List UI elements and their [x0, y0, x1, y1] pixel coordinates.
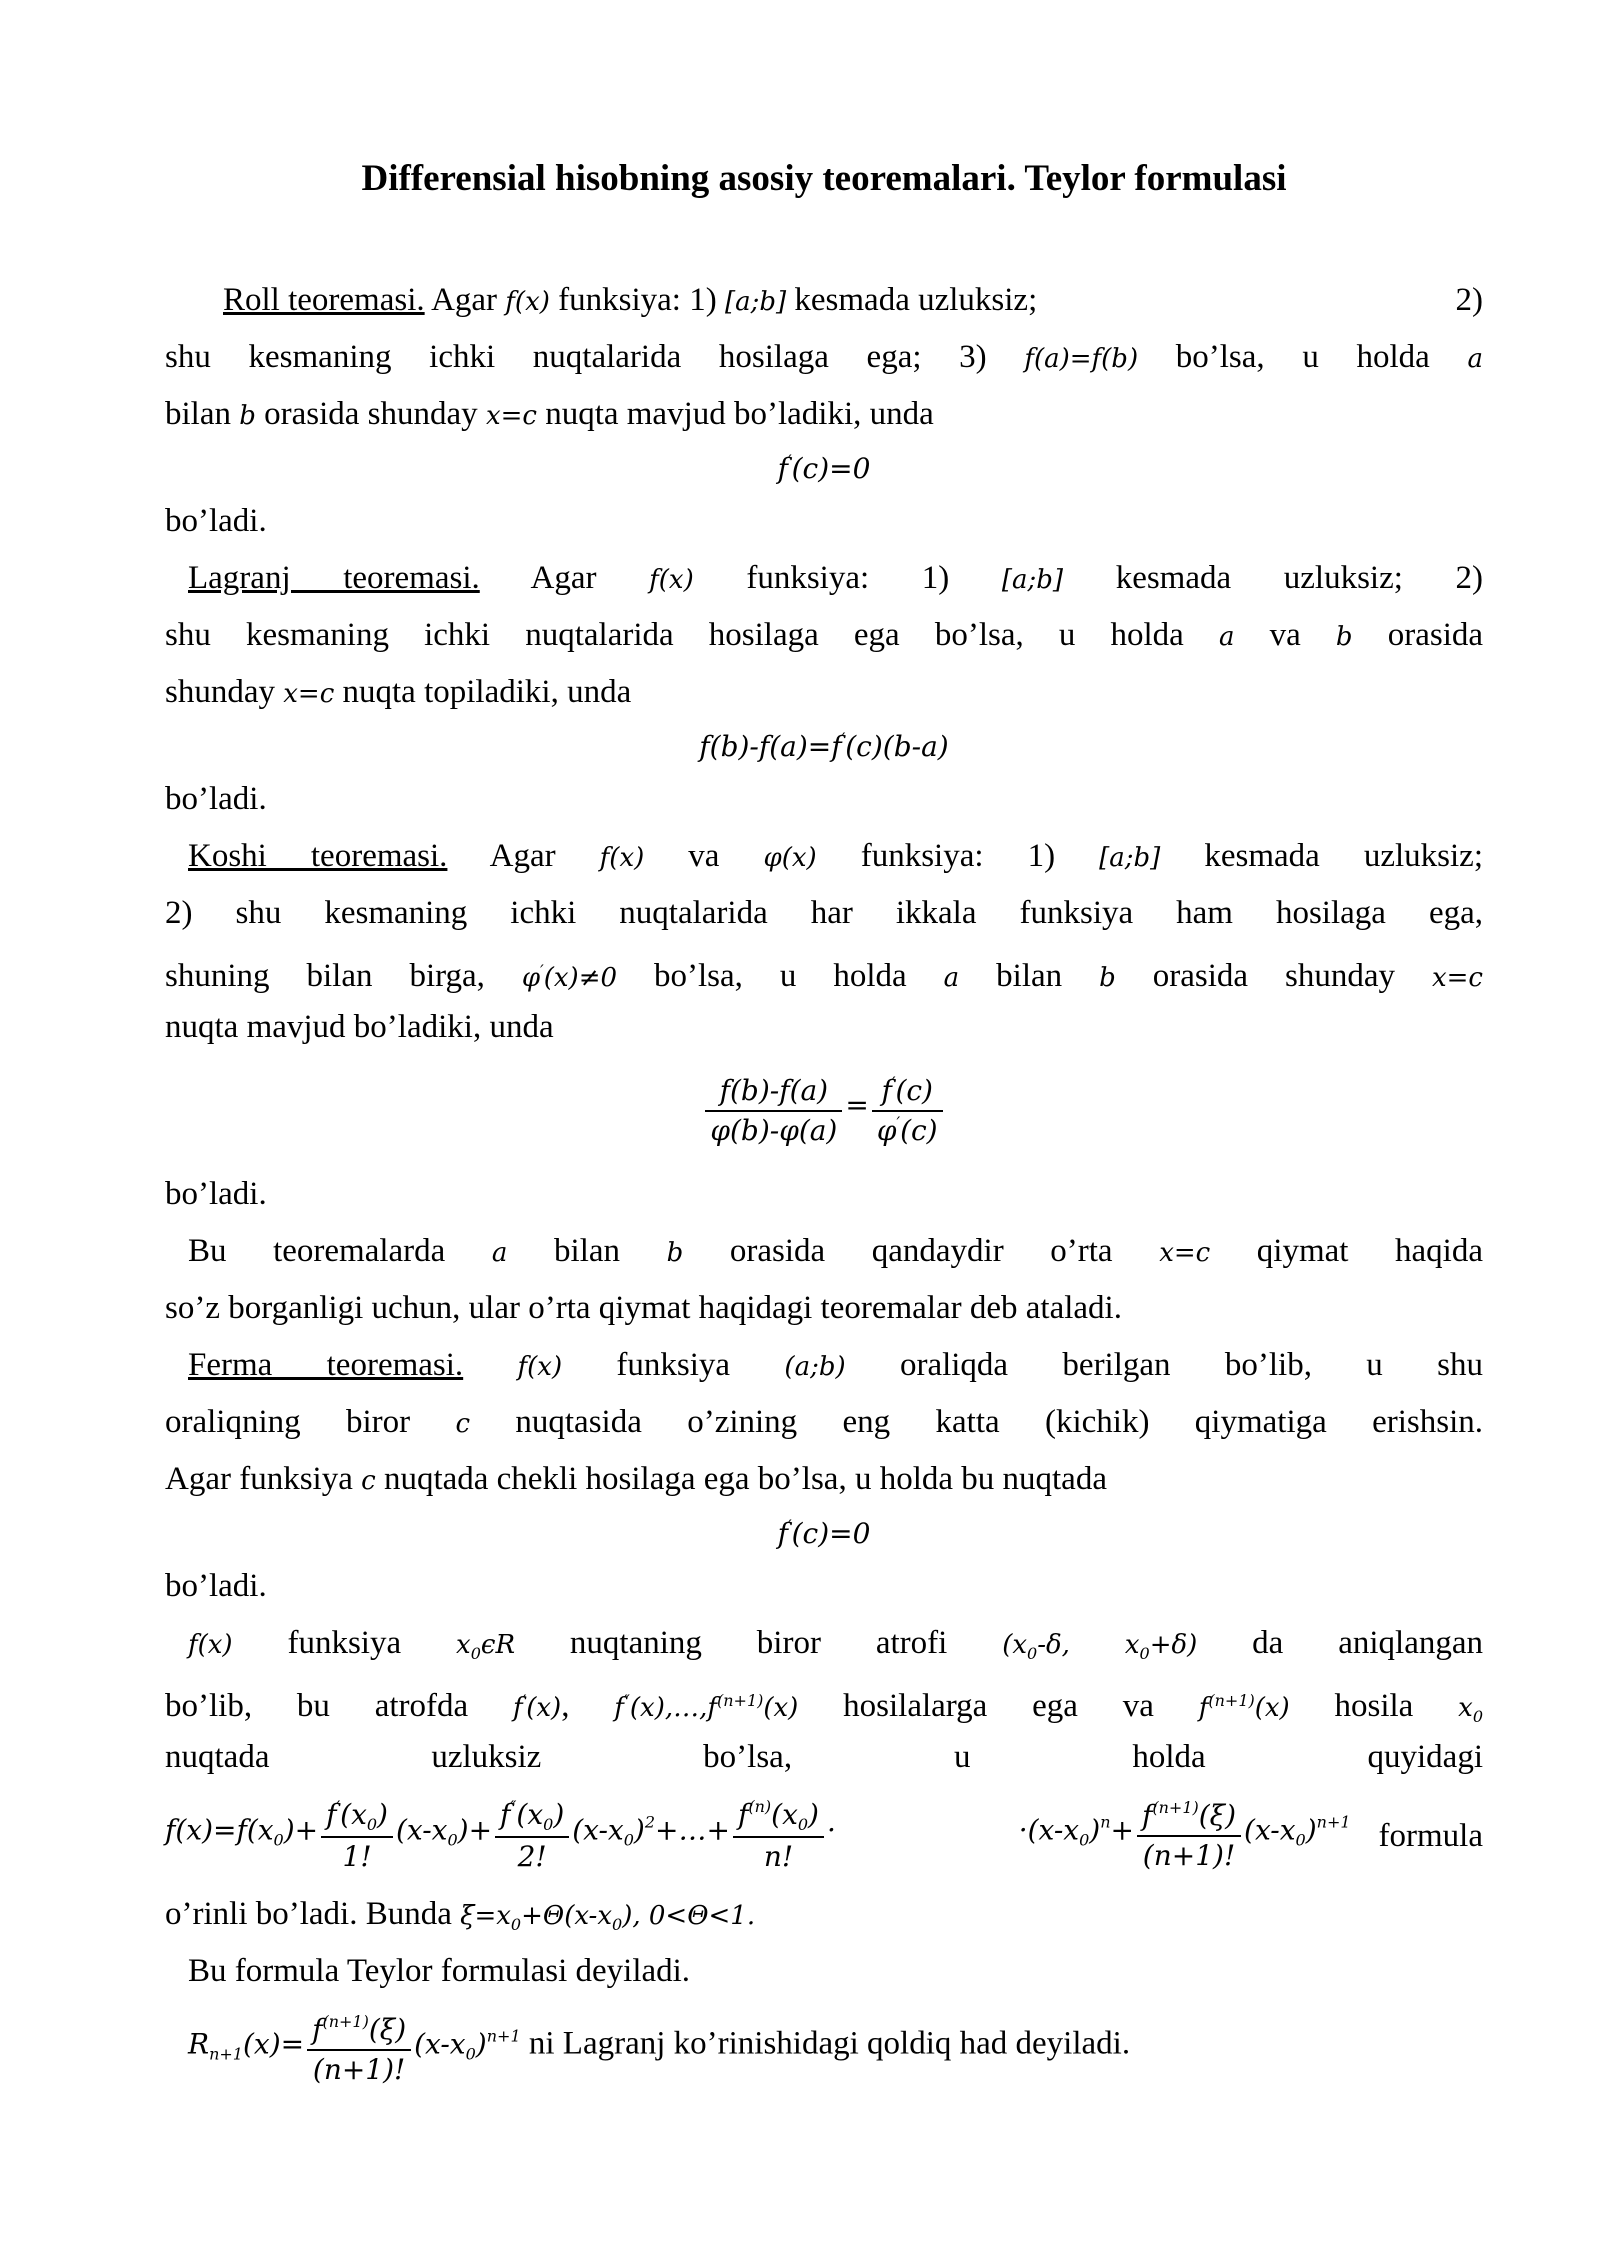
- math-segment: +: [1110, 1813, 1134, 1847]
- text-segment: kesmada uzluksiz;: [1160, 838, 1483, 874]
- text-line: [165, 828, 1483, 885]
- text-segment: bo’lib, bu atrofda: [165, 1688, 513, 1724]
- text-segment: ,: [561, 1688, 615, 1724]
- subscript: 0: [612, 1915, 623, 1934]
- document-body: [165, 272, 1483, 2100]
- document-title: Differensial hisobning asosiy teoremalari. Teylor formulasi: [361, 158, 1287, 199]
- superscript: (n+1): [1152, 1798, 1199, 1818]
- math-segment: f(x): [599, 843, 645, 873]
- math-segment: (x: [1002, 1630, 1028, 1660]
- math-segment: -δ, x: [1037, 1630, 1140, 1660]
- math-segment: )+: [457, 1813, 493, 1847]
- text-line: [165, 1558, 1483, 1615]
- text-segment: o’rinli bo’ladi. Bunda: [165, 1896, 461, 1932]
- math-segment: c: [361, 1466, 376, 1496]
- text-segment: kesmada uzluksiz; 2): [1063, 560, 1483, 596]
- text-line: [165, 1729, 1483, 1786]
- math-segment: 2!: [517, 1839, 547, 1873]
- superscript: ′: [896, 1113, 901, 1132]
- math-segment: (x)=: [242, 2027, 305, 2061]
- text-segment: Agar funksiya: [165, 1461, 362, 1497]
- math-segment: f: [777, 1517, 788, 1550]
- text-line: [165, 1280, 1483, 1337]
- text-line: [165, 550, 1483, 607]
- superscript: n+1: [1316, 1812, 1351, 1832]
- fraction: [1137, 1797, 1241, 1875]
- fraction: [705, 1072, 842, 1150]
- text-segment: Agar: [479, 560, 650, 596]
- text-segment: Agar: [424, 282, 506, 318]
- text-segment: nuqtaning biror atrofi: [515, 1625, 1003, 1661]
- text-segment: orasida qandaydir o’rta: [683, 1233, 1160, 1269]
- underlined-heading: Koshi teoremasi.: [188, 838, 448, 874]
- fraction-numerator: [1137, 1797, 1241, 1837]
- fraction: [733, 1796, 824, 1875]
- text-segment: Bu teoremalarda: [188, 1233, 492, 1269]
- text-segment: shu kesmaning ichki nuqtalarida hosilaga ega bo’lsa, u holda: [165, 617, 1219, 653]
- fraction-denominator: [321, 1838, 393, 1876]
- fraction-numerator: [495, 1796, 569, 1838]
- math-segment: b: [1335, 622, 1353, 652]
- math-segment: (ξ): [1198, 1799, 1237, 1833]
- math-segment: (c)=0: [791, 452, 871, 485]
- math-segment: x: [456, 1630, 471, 1660]
- formula-line: [165, 1056, 1483, 1166]
- text-segment: funksiya: 1): [549, 282, 725, 318]
- text-segment: kesmada uzluksiz;: [786, 282, 1038, 318]
- text-segment: 2) shu kesmaning ichki nuqtalarida har ikkala funksiya ham hosilaga ega,: [165, 895, 1483, 931]
- math-segment: (x-x: [395, 1813, 448, 1847]
- superscript: (n+1): [1208, 1691, 1255, 1710]
- math-segment: (x): [763, 1693, 799, 1723]
- text-segment: ni Lagranj ko’rinishidagi qoldiq had deyiladi.: [520, 2025, 1131, 2062]
- superscript: ″: [623, 1691, 630, 1710]
- math-segment: f: [614, 1693, 624, 1723]
- text-segment: oraliqning biror: [165, 1404, 456, 1440]
- superscript: ′: [891, 1073, 896, 1093]
- text-line: [165, 493, 1483, 550]
- math-segment: (x: [340, 1798, 367, 1832]
- math-segment: =: [845, 1088, 869, 1122]
- text-line: [165, 1672, 1483, 1729]
- formula-chunk: [165, 1796, 836, 1875]
- math-segment: ·(x-x: [1018, 1813, 1080, 1847]
- superscript: ′: [787, 451, 792, 470]
- subscript: 0: [797, 1815, 809, 1835]
- formula-line: [165, 1786, 1483, 1886]
- text-segment: da aniqlangan: [1197, 1625, 1483, 1661]
- text-line: [165, 664, 1483, 721]
- math-segment: f: [500, 1798, 511, 1832]
- text-line: [165, 329, 1483, 386]
- superscript: ′: [522, 1691, 527, 1710]
- text-segment: bo’lsa, u holda: [1138, 339, 1468, 375]
- fraction-numerator: [705, 1072, 842, 1112]
- text-segment: orasida shunday: [1115, 958, 1432, 994]
- math-segment: (c): [895, 1074, 933, 1108]
- formula-chunk: [188, 2011, 1130, 2089]
- text-segment: funksiya: [562, 1347, 785, 1383]
- math-segment: [a;b]: [724, 287, 787, 317]
- math-segment: (x),…,f: [629, 1693, 717, 1723]
- text-segment: bo’lsa, u holda: [617, 958, 944, 994]
- math-segment: ): [1089, 1813, 1101, 1847]
- subscript: n+1: [209, 2044, 243, 2064]
- text-line: [165, 272, 1483, 329]
- math-segment: f(b)-f(a)=f: [699, 730, 842, 763]
- subscript: 0: [1295, 1830, 1306, 1850]
- fraction-denominator: [307, 2051, 411, 2089]
- text-line: [165, 999, 1483, 1056]
- text-segment: nuqta mavjud bo’ladiki, unda: [536, 396, 934, 432]
- text-segment: nuqta topiladiki, unda: [334, 674, 632, 710]
- math-segment: a: [1218, 622, 1235, 652]
- math-segment: φ: [521, 963, 541, 993]
- fraction-denominator: [872, 1112, 943, 1150]
- math-segment: +…+: [655, 1813, 730, 1847]
- formula-chunk: [778, 1516, 871, 1550]
- text-segment: funksiya: [232, 1625, 457, 1661]
- math-segment: b: [1099, 963, 1116, 993]
- text-segment: so’z borganligi uchun, ular o’rta qiymat haqidagi teoremalar deb ataladi.: [165, 1290, 1122, 1326]
- subscript: 0: [447, 1830, 458, 1850]
- math-segment: (x)≠0: [543, 963, 618, 993]
- fraction-numerator: [872, 1072, 943, 1112]
- subscript: 0: [1079, 1830, 1090, 1850]
- formula-chunk: [1019, 1797, 1351, 1875]
- text-segment: funksiya: 1): [693, 560, 1002, 596]
- math-segment: [a;b]: [1001, 565, 1064, 595]
- superscript: ′: [787, 1516, 792, 1535]
- fraction: [321, 1796, 393, 1875]
- math-segment: x=c: [1431, 963, 1483, 993]
- math-segment: f(x): [188, 1630, 233, 1660]
- math-segment: (x-x: [414, 2027, 466, 2061]
- subscript: 0: [1472, 1707, 1484, 1726]
- math-segment: +δ): [1149, 1630, 1198, 1660]
- math-segment: a: [1467, 344, 1483, 374]
- fraction-numerator: [321, 1796, 393, 1838]
- math-segment: (ξ): [368, 2013, 407, 2047]
- formula-line: [165, 443, 1483, 493]
- superscript: n: [1100, 1812, 1111, 1832]
- superscript: ′: [540, 961, 544, 980]
- math-segment: (a;b): [784, 1352, 846, 1382]
- math-segment: 1!: [342, 1839, 372, 1873]
- subscript: 0: [510, 1915, 522, 1934]
- math-segment: x=c: [283, 679, 335, 709]
- formula-chunk: [702, 1072, 945, 1150]
- subscript: 0: [1027, 1644, 1038, 1663]
- subscript: 0: [273, 1830, 284, 1850]
- math-segment: (x): [1254, 1693, 1290, 1723]
- math-segment: f: [777, 452, 788, 485]
- formula-chunk: [699, 729, 948, 763]
- math-segment: n!: [763, 1839, 794, 1873]
- superscript: n+1: [486, 2026, 521, 2046]
- fraction: [872, 1072, 943, 1150]
- text-line: [165, 1886, 1483, 1943]
- text-segment: funksiya: 1): [816, 838, 1100, 874]
- math-segment: (x: [771, 1798, 798, 1832]
- math-segment: )+: [283, 1813, 319, 1847]
- fraction-numerator: [307, 2011, 411, 2051]
- text-segment: shuning bilan birga,: [165, 958, 522, 994]
- superscript: ′: [841, 729, 846, 748]
- text-segment: [463, 1347, 517, 1383]
- math-segment: (x-x: [1244, 1813, 1296, 1847]
- math-segment: f: [512, 1693, 523, 1723]
- math-segment: φ(b)-φ(a): [710, 1114, 838, 1147]
- math-segment: φ(x): [763, 843, 817, 873]
- text-segment: hosila: [1289, 1688, 1459, 1724]
- math-segment: (c)=0: [791, 1517, 871, 1550]
- text-segment: shu kesmaning ichki nuqtalarida hosilaga ega; 3): [165, 339, 1025, 375]
- fraction-numerator: [733, 1796, 824, 1838]
- subscript: 0: [366, 1815, 378, 1835]
- text-segment: va: [1234, 617, 1336, 653]
- text-line: [165, 1615, 1483, 1672]
- text-segment: hosilalarga ega va: [798, 1688, 1199, 1724]
- text-segment: bo’ladi.: [165, 1176, 267, 1212]
- superscript: (n+1): [717, 1691, 764, 1710]
- math-segment: f: [326, 1798, 337, 1832]
- text-line: [165, 885, 1483, 942]
- text-segment: formula: [1378, 1817, 1483, 1854]
- text-segment: orasida: [1352, 617, 1484, 653]
- math-segment: ): [377, 1798, 388, 1832]
- math-segment: (n+1)!: [312, 2053, 406, 2086]
- text-line: [165, 771, 1483, 828]
- math-segment: f: [1142, 1799, 1153, 1833]
- formula-line: [165, 2000, 1483, 2100]
- math-segment: (c): [900, 1114, 938, 1147]
- math-segment: f: [1198, 1693, 1209, 1723]
- subscript: 0: [470, 1644, 481, 1663]
- text-line: [165, 1223, 1483, 1280]
- text-line: [165, 1943, 1483, 2000]
- underlined-heading: Roll teoremasi.: [223, 282, 425, 318]
- text-line: [165, 942, 1483, 999]
- math-segment: (x-x: [572, 1813, 624, 1847]
- fraction: [307, 2011, 411, 2089]
- math-segment: φ: [876, 1114, 897, 1147]
- superscript: ′: [336, 1797, 341, 1817]
- text-segment: qiymat haqida: [1210, 1233, 1484, 1269]
- subscript: 0: [623, 1830, 634, 1850]
- math-segment: ): [808, 1798, 819, 1832]
- text-segment: bo’ladi.: [165, 503, 267, 539]
- math-segment: a: [491, 1238, 508, 1268]
- math-segment: (x: [516, 1798, 544, 1832]
- text-line: [165, 1166, 1483, 1223]
- formula-line: [165, 1508, 1483, 1558]
- math-segment: f(x)=f(x: [165, 1813, 274, 1847]
- math-segment: f: [737, 1798, 749, 1832]
- math-segment: (c)(b-a): [845, 730, 949, 763]
- math-segment: ), 0<Θ<1.: [622, 1901, 756, 1931]
- fraction-denominator: [733, 1838, 824, 1876]
- math-segment: f(x): [517, 1352, 563, 1382]
- text-segment: bo’ladi.: [165, 781, 267, 817]
- superscript: ″: [510, 1797, 517, 1817]
- superscript: (n): [748, 1797, 772, 1817]
- superscript: 2: [644, 1812, 656, 1832]
- math-segment: b: [239, 401, 256, 431]
- math-segment: f: [312, 2013, 323, 2047]
- math-segment: f(x): [649, 565, 694, 595]
- text-segment: bo’ladi.: [165, 1568, 267, 1604]
- math-segment: (x): [526, 1693, 562, 1723]
- text-segment: bilan: [959, 958, 1100, 994]
- text-line: [165, 1451, 1483, 1508]
- text-segment: orasida shunday: [255, 396, 486, 432]
- underlined-heading: Lagranj teoremasi.: [188, 560, 480, 596]
- math-segment: +Θ(x-x: [521, 1901, 612, 1931]
- math-segment: ): [633, 1813, 645, 1847]
- text-line: [165, 386, 1483, 443]
- text-segment: nuqtada chekli hosilaga ega bo’lsa, u holda bu nuqtada: [375, 1461, 1107, 1497]
- text-segment: nuqta mavjud bo’ladiki, unda: [165, 1009, 554, 1045]
- math-segment: R: [188, 2027, 210, 2061]
- fraction-denominator: [1137, 1837, 1241, 1875]
- text-line: [165, 1337, 1483, 1394]
- text-segment: nuqtasida o’zining eng katta (kichik) qiymatiga erishsin.: [470, 1404, 1484, 1440]
- subscript: 0: [543, 1815, 554, 1835]
- text-segment: bilan: [165, 396, 240, 432]
- text-segment: Bu formula Teylor formulasi deyiladi.: [188, 1953, 691, 1989]
- math-segment: f: [881, 1074, 892, 1108]
- text-line: [165, 1394, 1483, 1451]
- math-segment: f(a)=f(b): [1024, 344, 1139, 374]
- math-segment: [a;b]: [1099, 843, 1161, 873]
- math-segment: x=c: [485, 401, 537, 431]
- formula-line: [165, 721, 1483, 771]
- fraction-denominator: [705, 1112, 842, 1150]
- text-segment: va: [644, 838, 764, 874]
- math-segment: ): [1305, 1813, 1317, 1847]
- math-segment: x: [1458, 1693, 1473, 1723]
- underlined-heading: Ferma teoremasi.: [188, 1347, 464, 1383]
- math-segment: x=c: [1159, 1238, 1211, 1268]
- formula-chunk: [778, 451, 871, 485]
- right-aligned-text: 2): [1455, 282, 1483, 318]
- math-segment: (n+1)!: [1142, 1839, 1236, 1872]
- superscript: (n+1): [322, 2012, 369, 2032]
- fraction-denominator: [495, 1838, 569, 1876]
- text-segment: Agar: [447, 838, 600, 874]
- math-segment: ξ=x: [460, 1901, 511, 1931]
- fraction: [495, 1796, 569, 1875]
- math-segment: ·: [826, 1813, 836, 1847]
- math-segment: ): [475, 2027, 487, 2061]
- math-segment: f(x): [505, 287, 550, 317]
- math-segment: f(b)-f(a): [719, 1074, 829, 1108]
- math-segment: a: [943, 963, 960, 993]
- subscript: 0: [1139, 1644, 1150, 1663]
- math-segment: b: [666, 1238, 684, 1268]
- math-segment: ϵR: [480, 1630, 516, 1660]
- subscript: 0: [465, 2044, 476, 2064]
- text-segment: shunday: [165, 674, 284, 710]
- text-segment: bilan: [507, 1233, 667, 1269]
- text-segment: oraliqda berilgan bo’lib, u shu: [845, 1347, 1483, 1383]
- formula-chunk: [1379, 1818, 1483, 1855]
- text-line: [165, 607, 1483, 664]
- math-segment: ): [553, 1798, 565, 1832]
- text-segment: nuqtada uzluksiz bo’lsa, u holda quyidagi: [165, 1739, 1483, 1775]
- math-segment: c: [455, 1409, 471, 1439]
